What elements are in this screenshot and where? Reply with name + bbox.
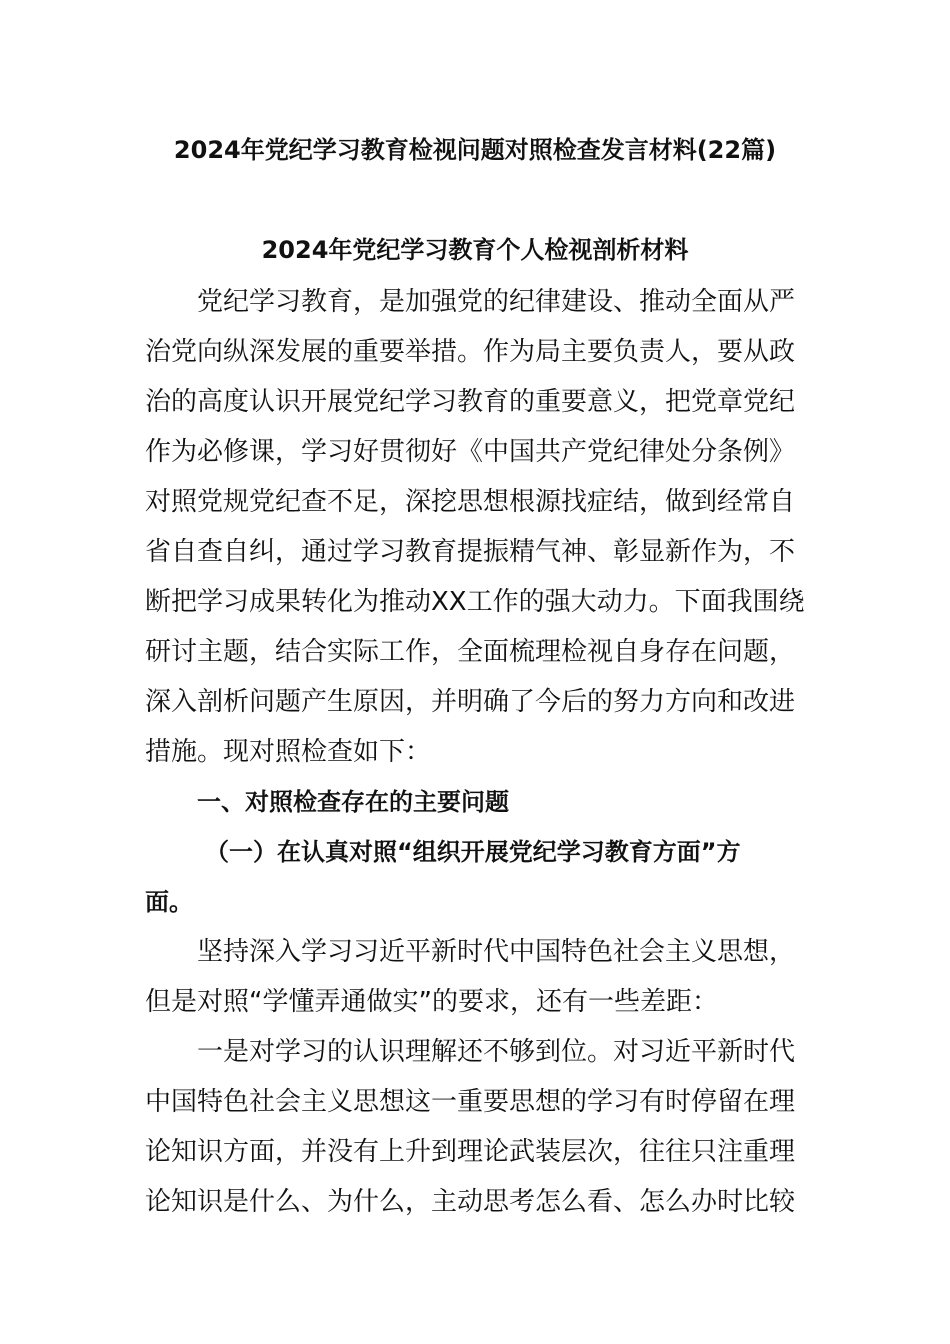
paragraph-line: 深入剖析问题产生原因，并明确了今后的努力方向和改进	[145, 687, 796, 717]
paragraph-line: 但是对照“学懂弄通做实”的要求，还有一些差距：	[145, 987, 718, 1017]
paragraph-line: 省自查自纠，通过学习教育提振精气神、彰显新作为，不	[145, 537, 796, 567]
heading-level-1: 一、对照检查存在的主要问题	[197, 788, 509, 816]
paragraph-line: 研讨主题，结合实际工作，全面梳理检视自身存在问题，	[145, 637, 796, 667]
paragraph-line: 坚持深入学习习近平新时代中国特色社会主义思想，	[197, 937, 796, 967]
paragraph-line: 论知识是什么、为什么，主动思考怎么看、怎么办时比较	[145, 1187, 796, 1217]
paragraph-line: 对照党规党纪查不足，深挖思想根源找症结，做到经常自	[145, 487, 796, 517]
paragraph-line: 治党向纵深发展的重要举措。作为局主要负责人，要从政	[145, 337, 796, 367]
paragraph-line: 治的高度认识开展党纪学习教育的重要意义，把党章党纪	[145, 387, 796, 417]
paragraph-line: 论知识方面，并没有上升到理论武装层次，往往只注重理	[145, 1137, 796, 1167]
heading-level-2-continued: 面。	[145, 888, 193, 916]
section-title: 2024年党纪学习教育个人检视剖析材料	[261, 236, 689, 264]
document-body	[145, 277, 810, 1227]
paragraph-line: 措施。现对照检查如下：	[145, 737, 432, 767]
paragraph-line: 作为必修课，学习好贯彻好《中国共产党纪律处分条例》	[145, 437, 796, 467]
paragraph-line: 党纪学习教育，是加强党的纪律建设、推动全面从严	[197, 287, 796, 317]
paragraph-line: 断把学习成果转化为推动XX工作的强大动力。下面我围绕	[145, 587, 805, 617]
paragraph-line: 一是对学习的认识理解还不够到位。对习近平新时代	[197, 1037, 796, 1067]
document-title: 2024年党纪学习教育检视问题对照检查发言材料(22篇)	[173, 136, 777, 164]
paragraph-line: 中国特色社会主义思想这一重要思想的学习有时停留在理	[145, 1087, 796, 1117]
heading-level-2: （一）在认真对照“组织开展党纪学习教育方面”方	[205, 838, 741, 866]
